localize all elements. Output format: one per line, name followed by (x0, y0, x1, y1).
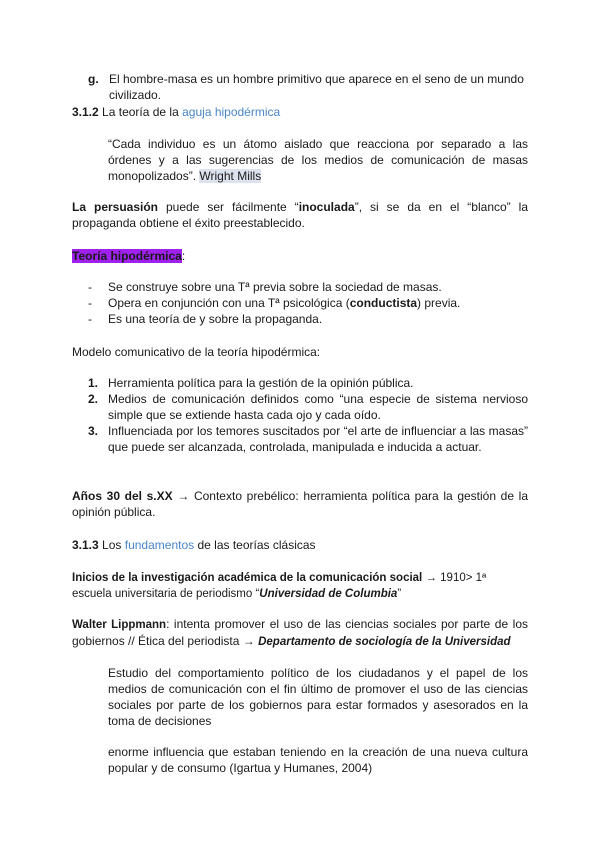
quote-text: “Cada individuo es un átomo aislado que reacciona por separado a las órdenes y a las sugerencias de los medios de comunicación de masas monopolizados”. (108, 137, 528, 183)
list-item (88, 423, 528, 455)
bold-conductista: conductista (349, 296, 418, 310)
list-item (88, 375, 528, 391)
section-number: 3.1.2 (72, 105, 99, 119)
number-marker: 1. (88, 376, 99, 390)
list-item-text: Opera en conjunción con una Tª psicológica ( (108, 296, 350, 310)
closing-quote: ” (397, 588, 402, 600)
number-marker: 2. (88, 392, 99, 406)
list-item (88, 295, 528, 311)
persuasion-text-2: ”, si se da en el “blanco” la propaganda obtiene el éxito preestablecido. (72, 200, 528, 230)
heading-colon: : (181, 249, 186, 263)
enorme-text: enorme influencia que estaban teniendo en la creación de una nueva cultura popular y de consumo (Igartua y Humanes, 2004) (108, 745, 528, 775)
list-item-g (88, 71, 528, 103)
bold-walter-lippmann: Walter Lippmann (72, 619, 167, 631)
block-quote (108, 136, 528, 184)
section-title-text: La teoría de la (102, 105, 179, 119)
list-item (88, 391, 528, 423)
departamento-sociologia: Departamento de sociología de la Universidad (258, 636, 511, 648)
paragraph-persuasion (72, 199, 528, 231)
highlighted-heading (72, 248, 528, 264)
dash-list (88, 279, 528, 327)
list-item-text: Es una teoría de y sobre la propaganda. (108, 312, 323, 326)
list-item (88, 311, 528, 327)
paragraph-estudio (108, 665, 528, 729)
list-item-text-after: ) previa. (417, 296, 461, 310)
bold-inicios: Inicios de la investigación académica de la comunicación social (72, 572, 423, 584)
link-fundamentos[interactable]: fundamentos (124, 538, 195, 552)
anos-30-text: → Contexto prebélico: herramienta política para la gestión de la opinión pública. (72, 489, 529, 519)
dash-marker: - (88, 312, 92, 326)
modelo-heading-text: Modelo comunicativo de la teoría hipodérmica: (72, 345, 321, 359)
dash-marker: - (88, 296, 92, 310)
teoria-hipodermica-label: Teoría hipodérmica (72, 249, 182, 263)
section-heading-3-1-3 (72, 537, 528, 553)
list-item (88, 279, 528, 295)
numbered-list (88, 375, 528, 455)
inicios-text: → 1910> 1ª escuela universitaria de periodismo “ (72, 572, 487, 600)
bold-inoculada: inoculada (298, 200, 355, 214)
section-title-text: Los (102, 538, 122, 552)
section-title-text-after: de las teorías clásicas (197, 538, 316, 552)
section-heading-3-1-2 (72, 104, 532, 120)
modelo-heading (72, 344, 528, 360)
link-aguja-hipodermica[interactable]: aguja hipodérmica (182, 105, 281, 119)
dash-marker: - (88, 280, 92, 294)
list-item-text: Medios de comunicación definidos como “una especie de sistema nervioso simple que se extiende hasta cada ojo y cada oído. (108, 392, 528, 422)
paragraph-inicios (72, 570, 528, 602)
list-item-text: Se construye sobre una Tª previa sobre la sociedad de masas. (108, 280, 442, 294)
quote-author: Wright Mills (199, 169, 262, 183)
bold-anos-30: Años 30 del s.XX (72, 489, 173, 503)
estudio-text: Estudio del comportamiento político de los ciudadanos y el papel de los medios de comunicación con el fin último de promover el uso de las ciencias sociales por parte de los gobiernos para estar formados y asesorados en la toma de decisiones (108, 666, 528, 728)
persuasion-text-1: puede ser fácilmente “ (166, 200, 299, 214)
bold-persuasion: La persuasión (72, 200, 159, 214)
number-marker: 3. (88, 424, 99, 438)
list-item-text: El hombre-masa es un hombre primitivo que aparece en el seno de un mundo civilizado. (109, 72, 524, 102)
lippmann-text: : intenta promover el uso de las ciencias sociales por parte de los gobiernos // Ética del periodista → (72, 617, 528, 648)
list-item-text: Influenciada por los temores suscitados por “el arte de influenciar a las masas” que puede ser alcanzada, controlada, manipulada e inducida a actuar. (108, 424, 528, 454)
paragraph-enorme (108, 744, 528, 776)
universidad-columbia: Universidad de Columbia (259, 588, 398, 600)
paragraph-lippmann (72, 616, 528, 650)
paragraph-anos-30 (72, 488, 528, 520)
section-number: 3.1.3 (72, 538, 99, 552)
list-item-text: Herramienta política para la gestión de la opinión pública. (108, 376, 414, 390)
list-marker: g. (88, 72, 99, 86)
